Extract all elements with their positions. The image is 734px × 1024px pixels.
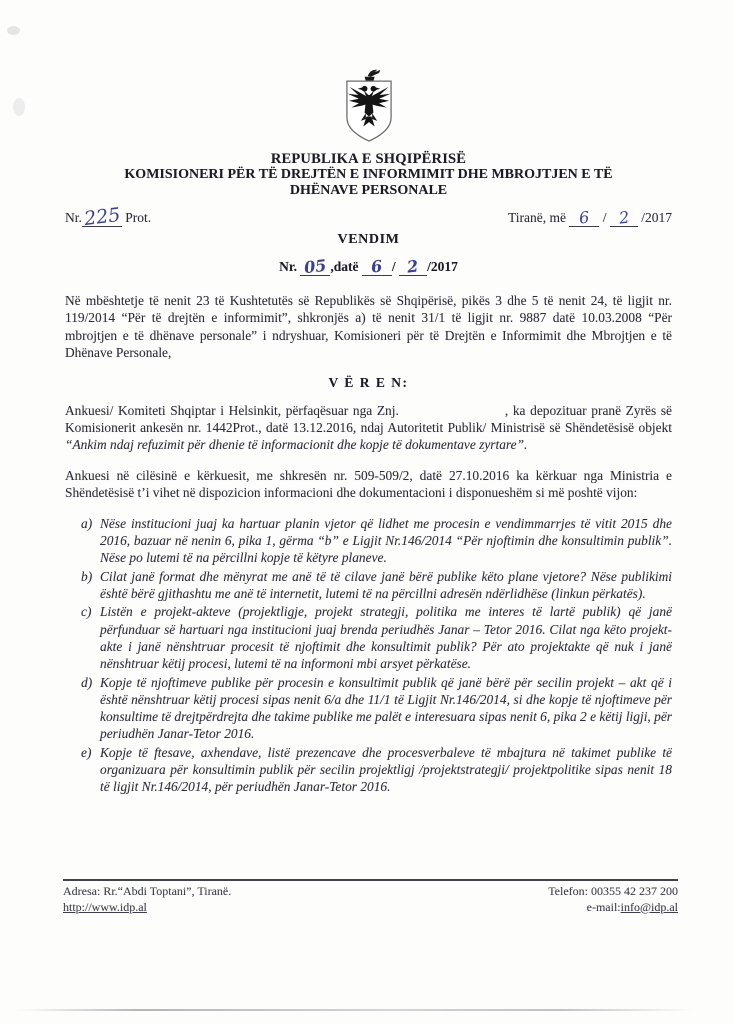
footer-address-block bbox=[63, 884, 231, 915]
list-item-text: Cilat janë format dhe mënyrat me anë të të cilave janë bërë publike këto plane vjetore? Nëse publikimi është bërë gjithashtu me anë të internetit, lutemi të na përcillni adresën ndërlidhëse (linkun përkatës). bbox=[100, 568, 672, 602]
document-content bbox=[65, 0, 672, 796]
list-item-letter: a) bbox=[81, 515, 93, 531]
place-date-label: Tiranë, më bbox=[507, 210, 566, 225]
date-year: /2017 bbox=[641, 210, 672, 225]
veren-heading: V Ë R E N: bbox=[328, 374, 409, 390]
protocol-nr-underline bbox=[82, 203, 122, 231]
handwritten-decision-day: 6 bbox=[370, 256, 384, 277]
scan-smudge bbox=[7, 26, 20, 35]
list-item-letter: e) bbox=[81, 744, 92, 760]
list-item bbox=[65, 603, 672, 672]
institution-name-line1: KOMISIONERI PËR TË DREJTËN E INFORMIMIT DHE MBROJTJEN E TË bbox=[124, 167, 613, 182]
legal-basis-paragraph: Në mbështetje të nenit 23 të Kushtetutës së Republikës së Shqipërisë, pikës 3 dhe 5 të nenit 24, të ligjit nr. 119/2014 “Për të drejtën e informimit”, shkronjës a) të nenit 31/1 të ligjit nr. 9887 datë 10.03.2008 “Për mbrojtjen e të dhënave personale” i ndryshuar, Komisioneri për të Drejtën e Informimit dhe Mbrojtjen e të Dhënave Personale, bbox=[65, 293, 672, 360]
date-slash: / bbox=[602, 210, 607, 225]
complaint-part2: , ka depozituar pranë Zyrës së Komisionerit ankesën nr. 1442Prot., datë 13.12.2016, ndaj Autoritetit Publik/ Ministrisë së Shëndetësisë objekt bbox=[65, 402, 672, 435]
protocol-number bbox=[65, 203, 152, 231]
decision-day-underline bbox=[362, 256, 392, 277]
complaint-part1: Ankuesi/ Komiteti Shqiptar i Helsinkit, përfaqësuar nga Znj. bbox=[65, 402, 399, 418]
list-item-letter: d) bbox=[81, 674, 93, 690]
request-list bbox=[65, 515, 672, 796]
list-item-letter: c) bbox=[81, 604, 92, 620]
website-link[interactable]: http://www.idp.al bbox=[63, 899, 147, 914]
list-item bbox=[65, 515, 672, 567]
handwritten-decision-number: 05 bbox=[303, 255, 328, 278]
complaint-object-quote: “Ankim ndaj refuzimit për dhenie të informacionit dhe kopje të dokumentave zyrtare”. bbox=[65, 437, 528, 453]
decision-nr-label: Nr. bbox=[279, 259, 298, 274]
list-item bbox=[65, 568, 672, 603]
protocol-row bbox=[65, 203, 672, 231]
decision-date-label: ,datë bbox=[330, 259, 359, 274]
decision-month-underline bbox=[399, 256, 427, 277]
list-item-text: Listën e projekt-akteve (projektligje, projekt strategji, politika me interes të lartë publik) që janë përfunduar së hartuari nga institucioni juaj brenda periudhës Janar – Tetor 2016. Cilat nga këto projekt-akte i janë nënshtruar procesit të njoftimit dhe konsultimit publik? Për ato projektakte që nuk i janë nënshtruar këtij procesi, lutemi të na informoni mbi arsyet përkatëse. bbox=[100, 604, 672, 672]
place-date bbox=[507, 207, 672, 228]
request-paragraph: Ankuesi në cilësinë e kërkuesit, me shkresën nr. 509-509/2, datë 27.10.2016 ka kërkuar nga Ministria e Shëndetësisë t’i vihet në dispozicion informacioni dhe dokumentacioni i disponueshëm si më poshtë vijon: bbox=[65, 467, 672, 501]
protocol-prot-label: Prot. bbox=[125, 210, 152, 225]
scan-artifact-line bbox=[18, 1009, 694, 1011]
decision-title: VENDIM bbox=[337, 232, 400, 247]
complaint-paragraph bbox=[65, 402, 672, 454]
decision-nr-underline bbox=[300, 255, 330, 278]
decision-slash: / bbox=[391, 259, 396, 274]
list-item-text: Kopje të njoftimeve publike për procesin e konsultimit publik që janë bërë për secilin projekt – akt që i është nënshtruar këtij procesi sipas nenit 6/a dhe 11/1 të Ligjit Nr.146/2014, si dhe kopje të njoftimeve për konsultime të drejtpërdrejta dhe takime publike me palët e interesuara sipas nenit 6, pika 2 e këtij ligji, për periudhën Janar-Tetor 2016. bbox=[100, 674, 672, 742]
date-month-underline bbox=[610, 207, 638, 228]
list-item-text: Kopje të ftesave, axhendave, listë prezencave dhe procesverbaleve të mbajtura në takimet publike të organizuara për konsultimin publik për secilin projektligj /projektstrategji/ projektpolitike sipas nenit 18 të ligjit Nr.146/2014, për periudhën Janar-Tetor 2016. bbox=[100, 744, 672, 795]
footer-contact-block bbox=[548, 884, 678, 915]
institution-name-line2: DHËNAVE PERSONALE bbox=[289, 182, 448, 198]
handwritten-day: 6 bbox=[578, 207, 591, 228]
handwritten-decision-month: 2 bbox=[406, 256, 420, 277]
letter-footer bbox=[63, 879, 678, 915]
albania-eagle-emblem-icon bbox=[332, 66, 406, 148]
republic-title: REPUBLIKA E SHQIPËRISË bbox=[270, 151, 467, 167]
decision-number-line bbox=[65, 255, 672, 278]
list-item bbox=[65, 674, 672, 743]
date-day-underline bbox=[569, 207, 599, 228]
list-item-letter: b) bbox=[81, 568, 93, 584]
footer-phone: Telefon: 00355 42 237 200 bbox=[548, 884, 678, 898]
handwritten-protocol-number: 225 bbox=[82, 203, 122, 231]
footer-email-line bbox=[548, 900, 678, 916]
decision-year: /2017 bbox=[427, 259, 458, 274]
protocol-nr-label: Nr. bbox=[65, 210, 82, 225]
footer-address: Adresa: Rr.“Abdi Toptani”, Tiranë. bbox=[63, 884, 232, 898]
scan-smudge bbox=[13, 98, 25, 116]
list-item bbox=[65, 744, 672, 796]
list-item-text: Nëse institucioni juaj ka hartuar planin vjetor që lidhet me procesin e vendimmarrjes të vitit 2015 dhe 2016, bazuar në nenin 6, pika 1, gërma “b” e Ligjit Nr.146/2014 “Për njoftimin dhe konsultimin publik”. Nëse po lutemi të na përcillni kopje të këtyre planeve. bbox=[100, 515, 672, 566]
email-link[interactable]: info@idp.al bbox=[620, 899, 678, 914]
email-label: e-mail: bbox=[586, 899, 621, 914]
handwritten-month: 2 bbox=[617, 207, 631, 228]
